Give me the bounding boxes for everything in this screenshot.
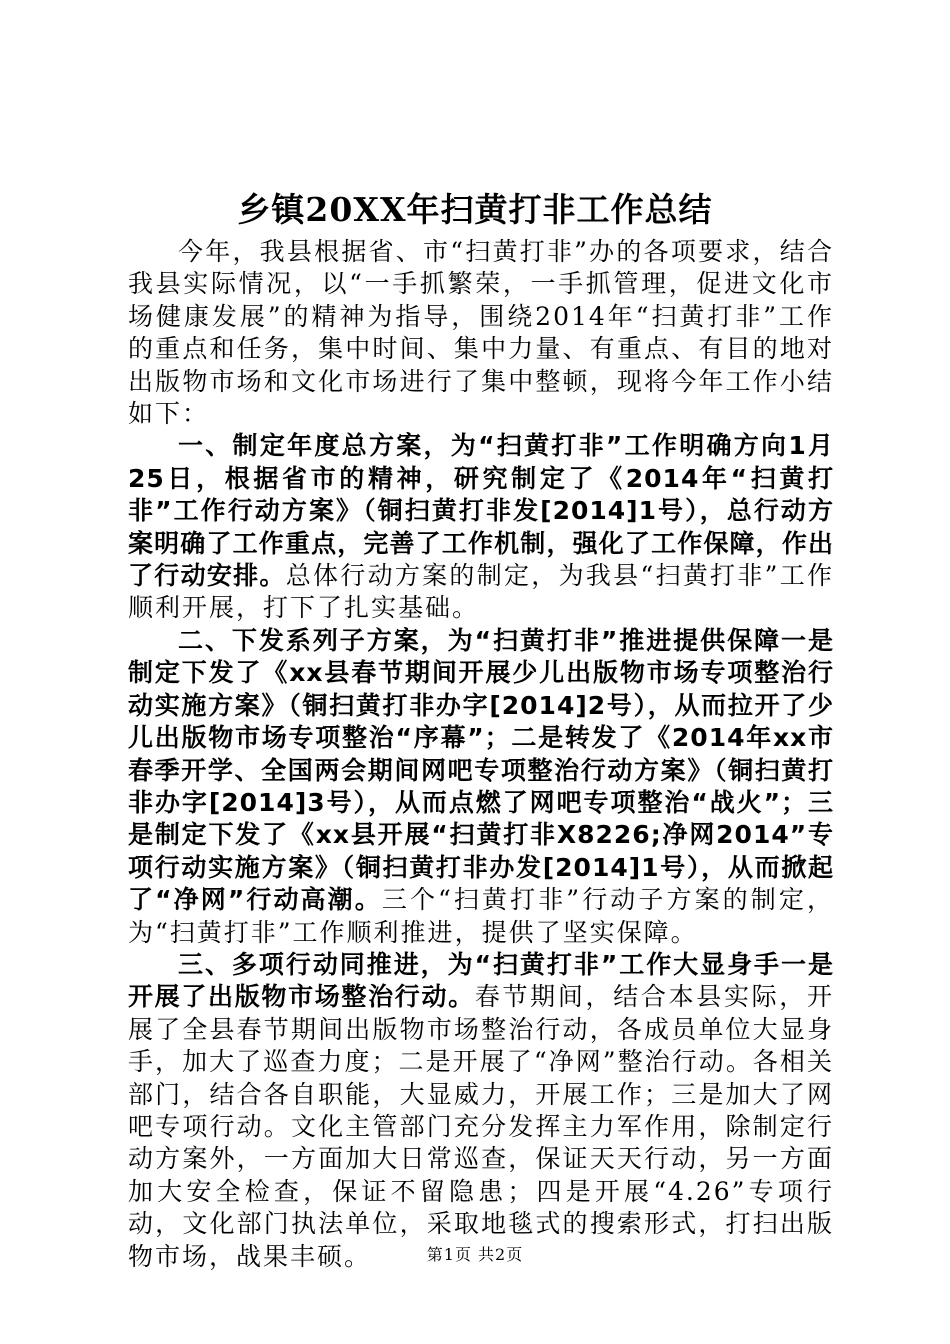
- paragraph-intro: [128, 236, 834, 430]
- paragraph-section-2: [128, 625, 834, 949]
- section-2-text: 三个“扫黄打非”行动子方案的制定，为“扫黄打非”工作顺利推进，提供了坚实保障。: [128, 885, 834, 947]
- paragraph-section-3: [128, 949, 834, 1273]
- page-number-footer: 第1页 共2页: [426, 1245, 524, 1264]
- paragraph-intro-text: 今年，我县根据省、市“扫黄打非”办的各项要求，结合我县实际情况，以“一手抓繁荣，一手抓管理，促进文化市场健康发展”的精神为指导，围绕2014年“扫黄打非”工作的重点和任务，集中时间、集中力量、有重点、有目的地对出版物市场和文化市场进行了集中整顿，现将今年工作小结如下：: [128, 237, 834, 429]
- document-title: 乡镇20XX年扫黄打非工作总结: [237, 190, 713, 229]
- section-1-text: 总体行动方案的制定，为我县“扫黄打非”工作顺利开展，打下了扎实基础。: [128, 561, 834, 623]
- paragraph-section-1: [128, 430, 834, 624]
- section-3-heading: 三、多项行动同推进，为“扫黄打非”工作大显身手一是开展了出版物市场整治行动。: [128, 949, 834, 1012]
- section-1-heading: 一、制定年度总方案，为“扫黄打非”工作明确方向1月25日，根据省市的精神，研究制定了《2014年“扫黄打非”工作行动方案》（铜扫黄打非发[2014]1号），总行动方案明确了工作重点，完善了工作机制，强化了工作保障，作出了行动安排。: [128, 431, 834, 591]
- document-body: [128, 236, 834, 1273]
- section-3-text: 春节期间，结合本县实际，开展了全县春节期间出版物市场整治行动，各成员单位大显身手，加大了巡查力度；二是开展了“净网”整治行动。各相关部门，结合各自职能，大显威力，开展工作；三是加大了网吧专项行动。文化主管部门充分发挥主力军作用，除制定行动方案外，一方面加大日常巡查，保证天天行动，另一方面加大安全检查，保证不留隐患；四是开展“4.26”专项行动，文化部门执法单位，采取地毯式的搜索形式，打扫出版物市场，战果丰硕。: [128, 982, 834, 1271]
- section-2-heading: 二、下发系列子方案，为“扫黄打非”推进提供保障一是制定下发了《xx县春节期间开展少儿出版物市场专项整治行动实施方案》（铜扫黄打非办字[2014]2号），从而拉开了少儿出版物市场专项整治“序幕”；二是转发了《2014年xx市春季开学、全国两会期间网吧专项整治行动方案》（铜扫黄打非办字[2014]3号），从而点燃了网吧专项整治“战火”；三是制定下发了《xx县开展“扫黄打非X8226;净网2014”专项行动实施方案》（铜扫黄打非办发[2014]1号），从而掀起了“净网”行动高潮。: [128, 625, 834, 915]
